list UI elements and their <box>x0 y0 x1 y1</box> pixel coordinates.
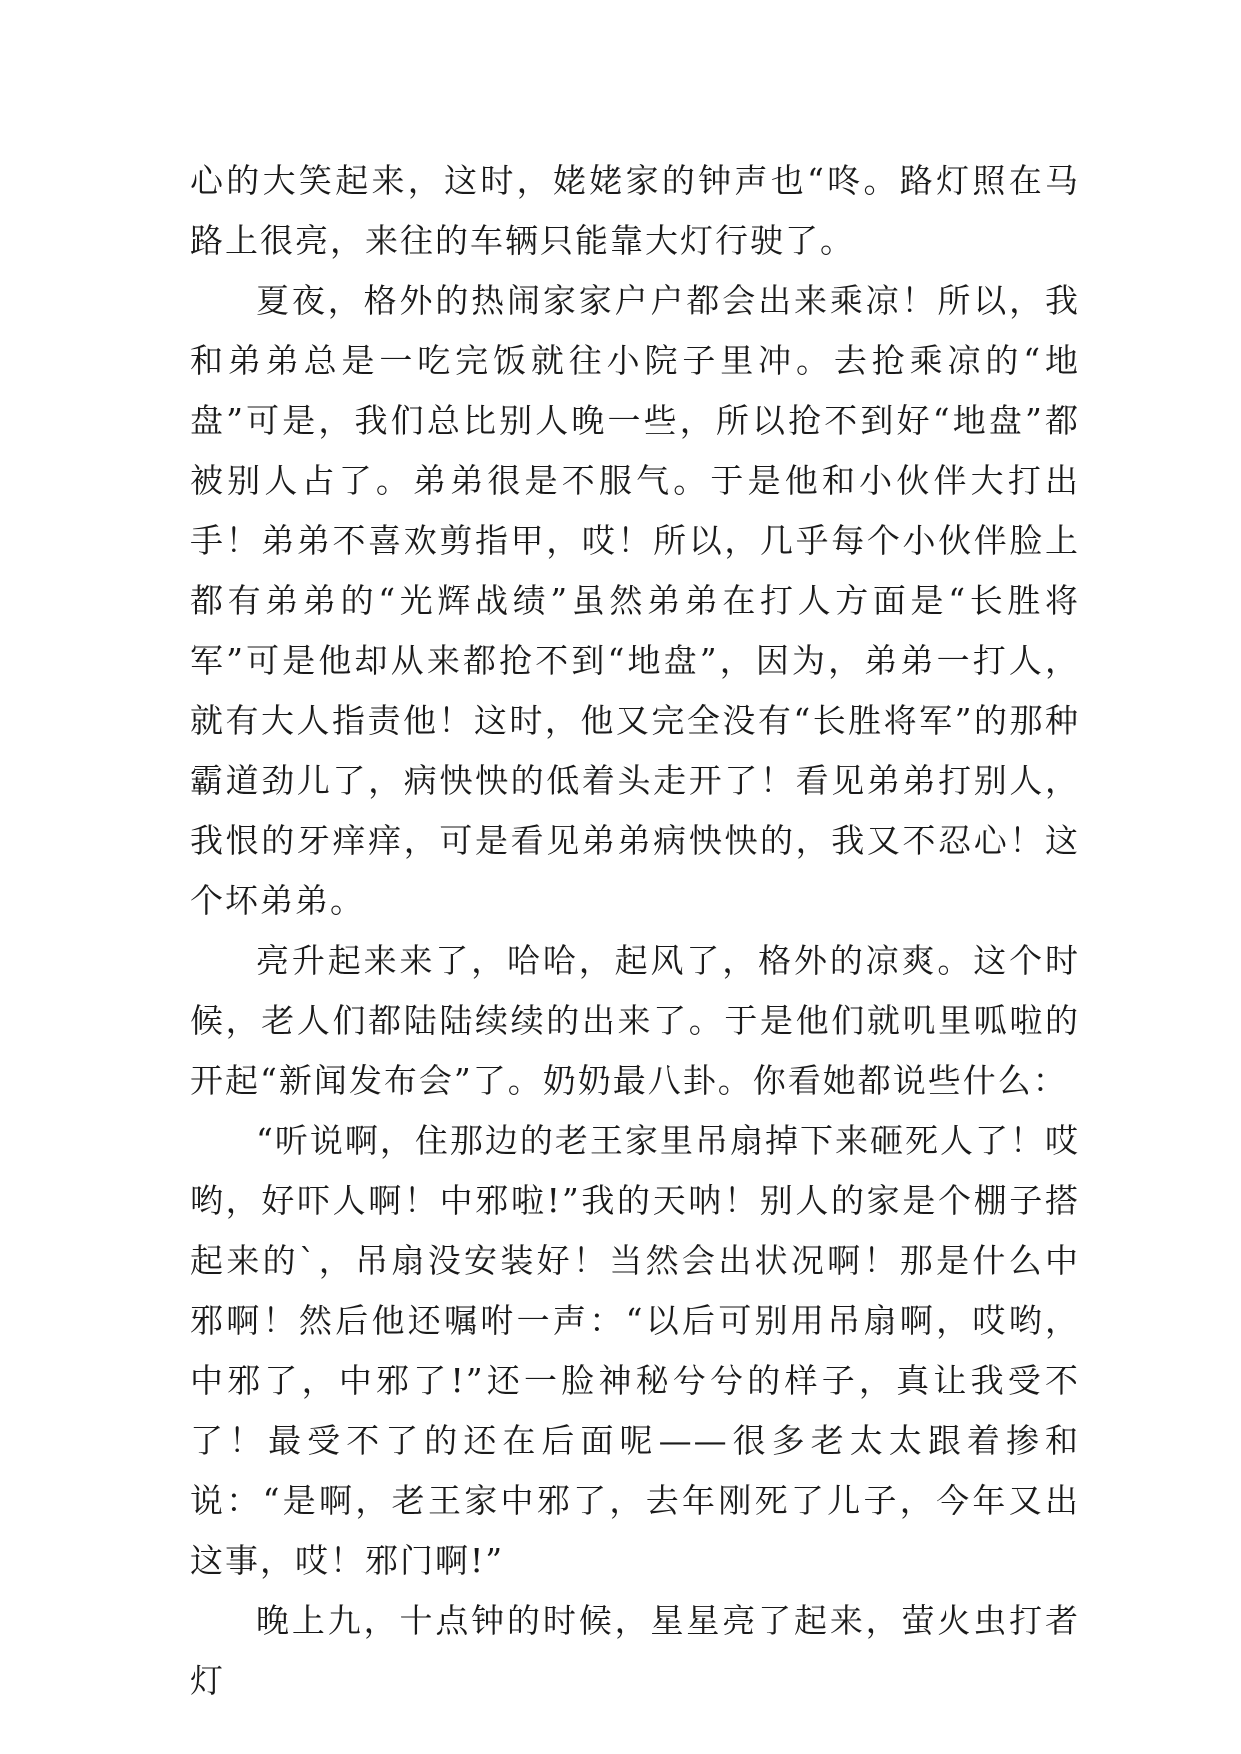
paragraph-4: “听说啊，住那边的老王家里吊扇掉下来砸死人了！哎哟，好吓人啊！中邪啦!”我的天呐！别人的家是个棚子搭起来的`，吊扇没安装好！当然会出状况啊！那是什么中邪啊！然后他还嘱咐一声：“以后可别用吊扇啊，哎哟，中邪了，中邪了!”还一脸神秘兮兮的样子，真让我受不了！最受不了的还在后面呢——很多老太太跟着掺和说：“是啊，老王家中邪了，去年刚死了儿子，今年又出这事，哎！邪门啊!” <box>190 1121 1080 1580</box>
paragraph-5: 晚上九，十点钟的时候，星星亮了起来，萤火虫打者灯 <box>190 1601 1080 1700</box>
paragraph-2: 夏夜，格外的热闹家家户户都会出来乘凉！所以，我和弟弟总是一吃完饭就往小院子里冲。去抢乘凉的“地盘”可是，我们总比别人晚一些，所以抢不到好“地盘”都被别人占了。弟弟很是不服气。于是他和小伙伴大打出手！弟弟不喜欢剪指甲，哎！所以，几乎每个小伙伴脸上都有弟弟的“光辉战绩”虽然弟弟在打人方面是“长胜将军”可是他却从来都抢不到“地盘”，因为，弟弟一打人，就有大人指责他！这时，他又完全没有“长胜将军”的那种霸道劲儿了，病怏怏的低着头走开了！看见弟弟打别人，我恨的牙痒痒，可是看见弟弟病怏怏的，我又不忍心！这个坏弟弟。 <box>190 281 1080 920</box>
paragraph-3: 亮升起来来了，哈哈，起风了，格外的凉爽。这个时候，老人们都陆陆续续的出来了。于是他们就叽里呱啦的开起“新闻发布会”了。奶奶最八卦。你看她都说些什么： <box>190 941 1080 1100</box>
paragraph-1: 心的大笑起来，这时，姥姥家的钟声也“咚。路灯照在马路上很亮，来往的车辆只能靠大灯行驶了。 <box>190 161 1080 260</box>
article-body <box>190 151 1080 1711</box>
